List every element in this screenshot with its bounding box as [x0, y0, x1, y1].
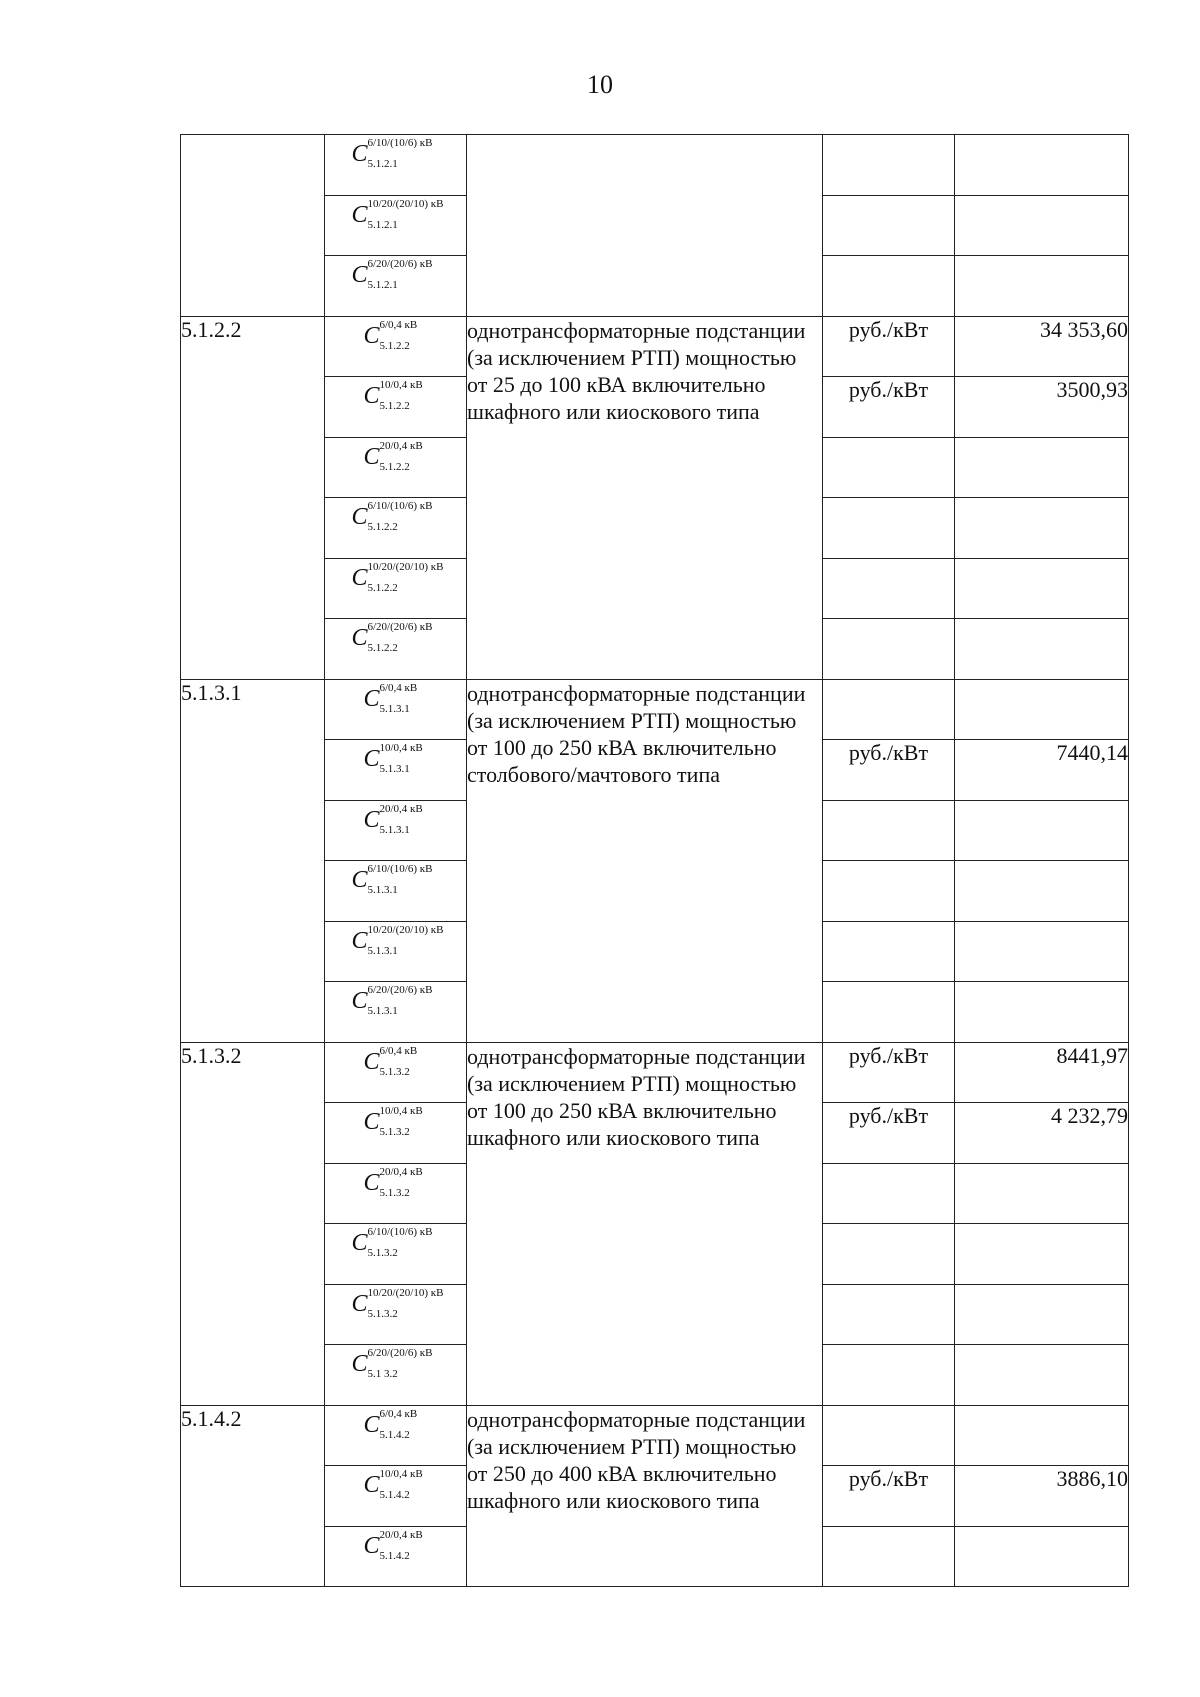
- tariff-symbol: [325, 921, 467, 982]
- formula: [344, 801, 448, 841]
- item-description: [467, 135, 823, 317]
- voltage-superscript: 20/0,4 кВ: [379, 1528, 423, 1541]
- table-row: [181, 1042, 1129, 1103]
- value-cell: [955, 498, 1129, 559]
- unit-cell: [823, 437, 955, 498]
- formula: [344, 861, 448, 901]
- unit-cell: руб./кВт: [823, 740, 955, 801]
- tariff-symbol: [325, 1466, 467, 1527]
- item-description: однотрансформаторные подстанции (за исключением РТП) мощностью от 100 до 250 кВА включительно столбового/мачтового типа: [467, 679, 823, 1042]
- voltage-superscript: 20/0,4 кВ: [379, 439, 423, 452]
- voltage-superscript: 6/0,4 кВ: [379, 1044, 418, 1057]
- value-cell: [955, 921, 1129, 982]
- formula: [344, 196, 448, 236]
- value-cell: [955, 1284, 1129, 1345]
- unit-cell: руб./кВт: [823, 377, 955, 438]
- tariff-symbol: [325, 861, 467, 922]
- formula-letter: C: [363, 1411, 380, 1438]
- value-cell: 34 353,60: [955, 316, 1129, 377]
- formula-letter: C: [363, 806, 380, 833]
- voltage-superscript: 6/10/(10/6) кВ: [367, 500, 433, 512]
- voltage-superscript: 10/0,4 кВ: [379, 742, 423, 754]
- value-cell: [955, 982, 1129, 1043]
- table-row: [181, 1405, 1129, 1466]
- tariff-symbol: [325, 800, 467, 861]
- code-subscript: 5.1.3.2: [379, 1065, 410, 1078]
- value-cell: [955, 1345, 1129, 1406]
- formula: [344, 922, 448, 962]
- formula: [344, 377, 448, 417]
- formula-letter: C: [363, 443, 380, 470]
- voltage-superscript: 6/20/(20/6) кВ: [367, 258, 433, 270]
- voltage-superscript: 6/0,4 кВ: [379, 1407, 418, 1420]
- unit-cell: [823, 1405, 955, 1466]
- value-cell: [955, 861, 1129, 922]
- formula: [344, 438, 448, 478]
- unit-cell: [823, 498, 955, 559]
- tariff-symbol: [325, 1405, 467, 1466]
- unit-cell: [823, 679, 955, 740]
- formula: [344, 1466, 448, 1506]
- table-row: [181, 316, 1129, 377]
- value-cell: [955, 800, 1129, 861]
- tariff-symbol: [325, 135, 467, 196]
- formula-letter: C: [363, 685, 380, 712]
- value-cell: [955, 619, 1129, 680]
- code-subscript: 5.1.3.2: [367, 1307, 398, 1320]
- tariff-symbol: [325, 982, 467, 1043]
- formula: [344, 1406, 448, 1446]
- formula-letter: C: [351, 927, 368, 954]
- voltage-superscript: 6/20/(20/6) кВ: [367, 984, 433, 996]
- tariff-symbol: [325, 316, 467, 377]
- value-cell: 4 232,79: [955, 1103, 1129, 1164]
- unit-cell: [823, 861, 955, 922]
- tariff-symbol: [325, 1526, 467, 1587]
- unit-cell: [823, 558, 955, 619]
- formula-letter: C: [351, 504, 368, 530]
- unit-cell: [823, 256, 955, 317]
- formula-letter: C: [351, 564, 368, 591]
- code-subscript: 5.1.3.1: [367, 944, 398, 957]
- item-code: 5.1.4.2: [181, 1405, 325, 1587]
- table-row: [181, 679, 1129, 740]
- unit-cell: руб./кВт: [823, 1466, 955, 1527]
- tariff-symbol: [325, 1163, 467, 1224]
- voltage-superscript: 6/10/(10/6) кВ: [367, 863, 433, 875]
- value-cell: [955, 1163, 1129, 1224]
- formula-letter: C: [351, 201, 368, 228]
- code-subscript: 5.1.4.2: [379, 1428, 410, 1441]
- voltage-superscript: 10/20/(20/10) кВ: [367, 197, 444, 210]
- formula-letter: C: [363, 322, 380, 349]
- unit-cell: руб./кВт: [823, 1042, 955, 1103]
- formula-letter: C: [351, 867, 368, 893]
- code-subscript: 5.1.3.2: [379, 1186, 410, 1199]
- code-subscript: 5.1.3.1: [379, 823, 410, 836]
- formula: [344, 1224, 448, 1264]
- voltage-superscript: 10/20/(20/10) кВ: [367, 560, 444, 573]
- voltage-superscript: 10/0,4 кВ: [379, 1468, 423, 1480]
- value-cell: [955, 1526, 1129, 1587]
- tariff-symbol: [325, 1224, 467, 1285]
- table-row: [181, 135, 1129, 196]
- formula: [344, 680, 448, 720]
- tariff-symbol: [325, 1103, 467, 1164]
- unit-cell: [823, 195, 955, 256]
- formula-letter: C: [351, 1230, 368, 1256]
- voltage-superscript: 6/20/(20/6) кВ: [367, 1347, 433, 1359]
- item-code: [181, 135, 325, 317]
- voltage-superscript: 6/10/(10/6) кВ: [367, 1226, 433, 1238]
- tariff-table-body: [181, 135, 1129, 1587]
- value-cell: [955, 1405, 1129, 1466]
- voltage-superscript: 10/0,4 кВ: [379, 379, 423, 391]
- formula: [344, 498, 448, 538]
- formula-letter: C: [351, 262, 368, 288]
- item-description: однотрансформаторные подстанции (за исключением РТП) мощностью от 250 до 400 кВА включительно шкафного или киоскового типа: [467, 1405, 823, 1587]
- unit-cell: [823, 1526, 955, 1587]
- value-cell: [955, 135, 1129, 196]
- value-cell: [955, 558, 1129, 619]
- formula-letter: C: [363, 1472, 380, 1498]
- unit-cell: руб./кВт: [823, 316, 955, 377]
- code-subscript: 5.1 3.2: [367, 1368, 398, 1380]
- page-number: 10: [587, 70, 613, 99]
- formula-letter: C: [363, 1109, 380, 1135]
- formula-letter: C: [363, 1532, 380, 1559]
- formula: [344, 1103, 448, 1143]
- unit-cell: [823, 1284, 955, 1345]
- unit-cell: [823, 921, 955, 982]
- tariff-symbol: [325, 1042, 467, 1103]
- code-subscript: 5.1.2.2: [379, 400, 410, 412]
- formula-letter: C: [351, 1290, 368, 1317]
- value-cell: [955, 1224, 1129, 1285]
- voltage-superscript: 6/0,4 кВ: [379, 318, 418, 331]
- voltage-superscript: 6/0,4 кВ: [379, 681, 418, 694]
- item-code: 5.1.2.2: [181, 316, 325, 679]
- value-cell: 3886,10: [955, 1466, 1129, 1527]
- item-code: 5.1.3.1: [181, 679, 325, 1042]
- formula: [344, 1345, 448, 1385]
- formula-letter: C: [351, 625, 368, 651]
- voltage-superscript: 20/0,4 кВ: [379, 1165, 423, 1178]
- code-subscript: 5.1.2.2: [367, 642, 398, 654]
- code-subscript: 5.1.2.2: [367, 521, 398, 533]
- tariff-symbol: [325, 195, 467, 256]
- formula-letter: C: [351, 1351, 368, 1377]
- code-subscript: 5.1.3.1: [379, 702, 410, 715]
- formula: [344, 1527, 448, 1567]
- formula-letter: C: [363, 746, 380, 772]
- formula: [344, 256, 448, 296]
- tariff-symbol: [325, 377, 467, 438]
- voltage-superscript: 10/20/(20/10) кВ: [367, 923, 444, 936]
- value-cell: [955, 256, 1129, 317]
- value-cell: 7440,14: [955, 740, 1129, 801]
- formula-letter: C: [351, 988, 368, 1014]
- value-cell: [955, 195, 1129, 256]
- item-description: однотрансформаторные подстанции (за исключением РТП) мощностью от 100 до 250 кВА включительно шкафного или киоскового типа: [467, 1042, 823, 1405]
- item-description: однотрансформаторные подстанции (за исключением РТП) мощностью от 25 до 100 кВА включительно шкафного или киоскового типа: [467, 316, 823, 679]
- tariff-table: [180, 134, 1129, 1587]
- code-subscript: 5.1.3.1: [367, 1005, 398, 1017]
- value-cell: 8441,97: [955, 1042, 1129, 1103]
- unit-cell: [823, 135, 955, 196]
- formula: [344, 982, 448, 1022]
- code-subscript: 5.1.3.1: [379, 763, 410, 775]
- code-subscript: 5.1.4.2: [379, 1549, 410, 1562]
- tariff-symbol: [325, 256, 467, 317]
- tariff-symbol: [325, 1345, 467, 1406]
- voltage-superscript: 20/0,4 кВ: [379, 802, 423, 815]
- formula: [344, 619, 448, 659]
- unit-cell: руб./кВт: [823, 1103, 955, 1164]
- unit-cell: [823, 800, 955, 861]
- formula: [344, 1285, 448, 1325]
- unit-cell: [823, 1224, 955, 1285]
- formula-letter: C: [351, 141, 368, 167]
- tariff-symbol: [325, 558, 467, 619]
- code-subscript: 5.1.3.1: [367, 884, 398, 896]
- formula-letter: C: [363, 383, 380, 409]
- item-code: 5.1.3.2: [181, 1042, 325, 1405]
- tariff-symbol: [325, 740, 467, 801]
- unit-cell: [823, 1163, 955, 1224]
- code-subscript: 5.1.3.2: [367, 1247, 398, 1259]
- unit-cell: [823, 1345, 955, 1406]
- formula-letter: C: [363, 1048, 380, 1075]
- code-subscript: 5.1.3.2: [379, 1126, 410, 1138]
- value-cell: [955, 679, 1129, 740]
- tariff-symbol: [325, 1284, 467, 1345]
- formula: [344, 135, 448, 175]
- voltage-superscript: 6/10/(10/6) кВ: [367, 137, 433, 149]
- formula: [344, 317, 448, 357]
- code-subscript: 5.1.2.1: [367, 218, 398, 231]
- tariff-symbol: [325, 679, 467, 740]
- tariff-symbol: [325, 437, 467, 498]
- code-subscript: 5.1.2.2: [379, 460, 410, 473]
- tariff-symbol: [325, 619, 467, 680]
- code-subscript: 5.1.4.2: [379, 1489, 410, 1501]
- formula-letter: C: [363, 1169, 380, 1196]
- unit-cell: [823, 982, 955, 1043]
- formula: [344, 1164, 448, 1204]
- unit-cell: [823, 619, 955, 680]
- code-subscript: 5.1.2.2: [379, 339, 410, 352]
- value-cell: [955, 437, 1129, 498]
- formula: [344, 559, 448, 599]
- voltage-superscript: 10/0,4 кВ: [379, 1105, 423, 1117]
- value-cell: 3500,93: [955, 377, 1129, 438]
- tariff-symbol: [325, 498, 467, 559]
- voltage-superscript: 6/20/(20/6) кВ: [367, 621, 433, 633]
- code-subscript: 5.1.2.2: [367, 581, 398, 594]
- code-subscript: 5.1.2.1: [367, 279, 398, 291]
- code-subscript: 5.1.2.1: [367, 158, 398, 170]
- formula: [344, 740, 448, 780]
- voltage-superscript: 10/20/(20/10) кВ: [367, 1286, 444, 1299]
- formula: [344, 1043, 448, 1083]
